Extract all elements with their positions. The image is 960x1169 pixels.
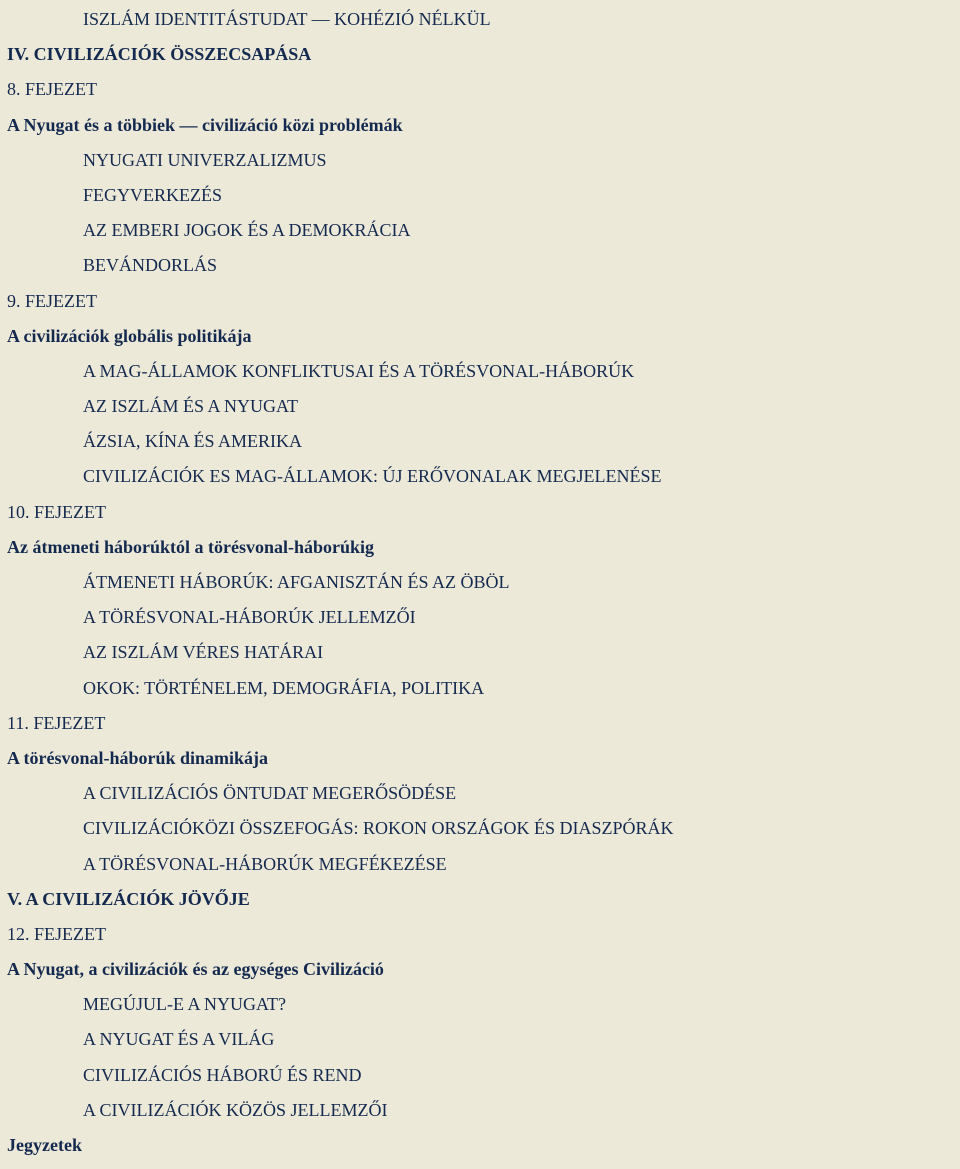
toc-section-entry: ÁTMENETI HÁBORÚK: AFGANISZTÁN ÉS AZ ÖBÖL [83, 572, 510, 592]
toc-chapter-title: Az átmeneti háborúktól a törésvonal-háborúkig [7, 536, 375, 557]
toc-section-entry: FEGYVERKEZÉS [83, 184, 222, 205]
toc-part-heading: V. A CIVILIZÁCIÓK JÖVŐJE [7, 888, 250, 909]
toc-chapter-title: A Nyugat és a többiek — civilizáció közi problémák [7, 114, 403, 135]
toc-section-entry: AZ ISZLÁM VÉRES HATÁRAI [83, 642, 324, 663]
toc-chapter-number: 8. FEJEZET [7, 79, 97, 100]
toc-part-heading: IV. CIVILIZÁCIÓK ÖSSZECSAPÁSA [7, 44, 312, 65]
toc-section-entry: MEGÚJUL-E A NYUGAT? [83, 994, 286, 1015]
toc-section-entry: OKOK: TÖRTÉNELEM, DEMOGRÁFIA, POLITIKA [83, 677, 485, 698]
toc-chapter-number: 9. FEJEZET [7, 290, 97, 311]
toc-section-entry: AZ ISZLÁM ÉS A NYUGAT [83, 396, 299, 417]
toc-section-entry: A CIVILIZÁCIÓS ÖNTUDAT MEGERŐSÖDÉSE [83, 783, 457, 804]
toc-section-entry: A NYUGAT ÉS A VILÁG [83, 1029, 275, 1050]
toc-section-entry: ÁZSIA, KÍNA ÉS AMERIKA [83, 431, 303, 452]
toc-chapter-number: 10. FEJEZET [7, 501, 106, 522]
toc-section-entry: A TÖRÉSVONAL-HÁBORÚK MEGFÉKEZÉSE [83, 853, 447, 874]
toc-section-entry: A MAG-ÁLLAMOK KONFLIKTUSAI ÉS A TÖRÉSVONAL-HÁBORÚK [83, 360, 635, 381]
toc-section-entry: CIVILIZÁCIÓK ES MAG-ÁLLAMOK: ÚJ ERŐVONALAK MEGJELENÉSE [83, 466, 662, 487]
toc-section-entry: ISZLÁM IDENTITÁSTUDAT — KOHÉZIÓ NÉLKÜL [83, 9, 491, 29]
toc-chapter-number: 11. FEJEZET [7, 712, 106, 733]
toc-section-entry: BEVÁNDORLÁS [83, 255, 218, 276]
toc-chapter-title: A civilizációk globális politikája [7, 325, 252, 346]
toc-chapter-title: A törésvonal-háborúk dinamikája [7, 747, 269, 768]
toc-section-entry: A TÖRÉSVONAL-HÁBORÚK JELLEMZŐI [83, 607, 416, 628]
toc-section-entry: CIVILIZÁCIÓKÖZI ÖSSZEFOGÁS: ROKON ORSZÁGOK ÉS DIASZPÓRÁK [83, 818, 674, 839]
toc-section-entry: A CIVILIZÁCIÓK KÖZÖS JELLEMZŐI [83, 1099, 388, 1120]
toc-section-entry: AZ EMBERI JOGOK ÉS A DEMOKRÁCIA [83, 220, 411, 241]
toc-section-entry: CIVILIZÁCIÓS HÁBORÚ ÉS REND [83, 1064, 362, 1085]
table-of-contents [0, 2, 960, 1163]
toc-chapter-title: A Nyugat, a civilizációk és az egységes Civilizáció [7, 959, 384, 980]
toc-notes-heading: Jegyzetek [7, 1135, 82, 1155]
toc-section-entry: NYUGATI UNIVERZALIZMUS [83, 149, 327, 170]
toc-chapter-number: 12. FEJEZET [7, 923, 106, 944]
